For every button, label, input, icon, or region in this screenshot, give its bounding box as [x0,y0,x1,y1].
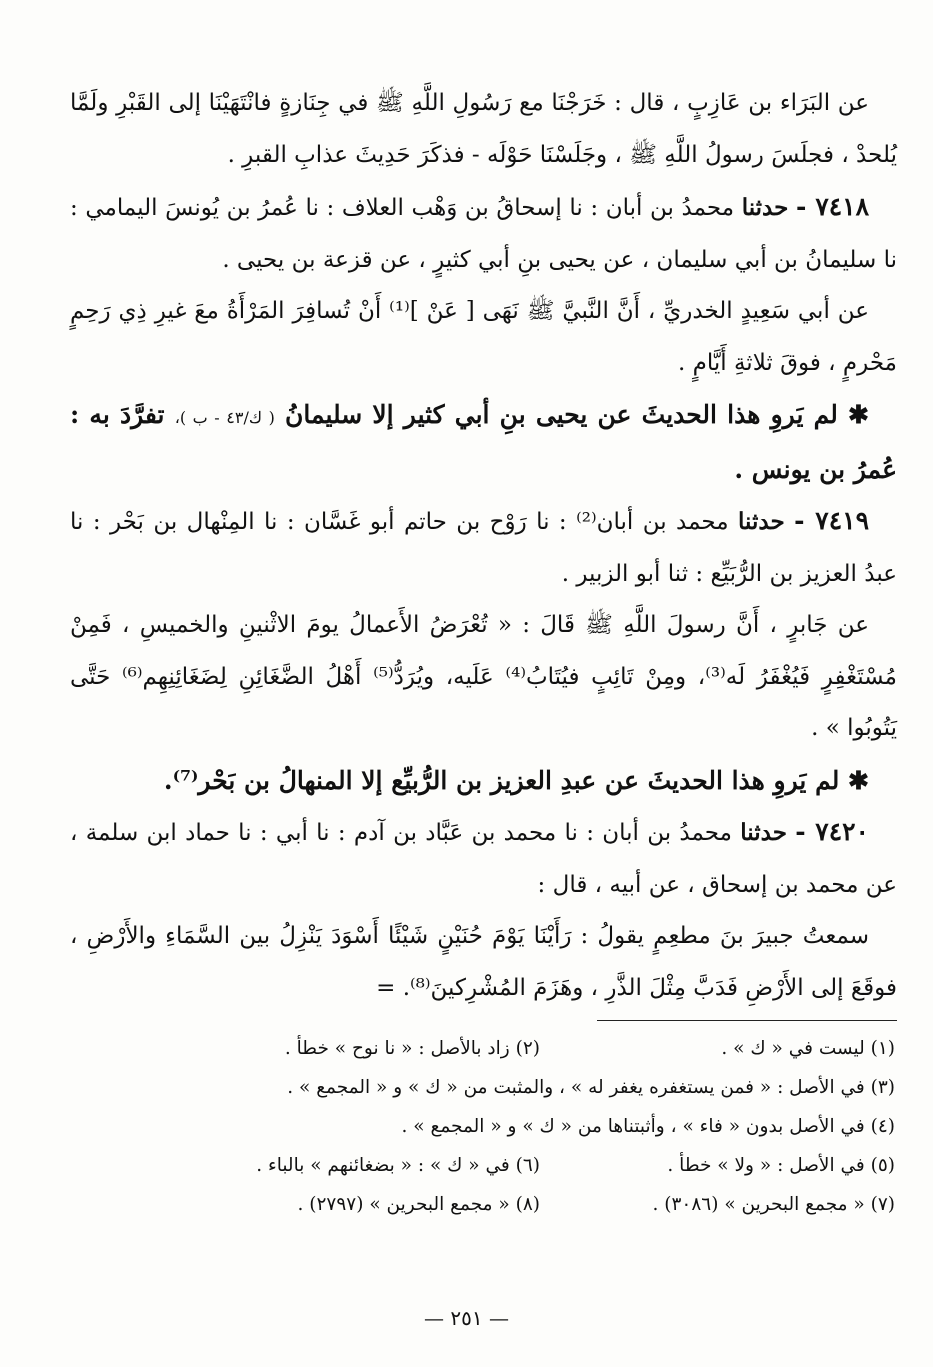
hadith-text: عن أبي سَعِيدٍ الخدريِّ ، أَنَّ النَّبيَّ ﷺ نَهَى [ عَنْ ]⁽¹⁾ أَنْ تُسافِرَ المَرْأَةُ معَ غيرِ ذِي رَحِمٍ مَحْرمٍ ، فوقَ ثلاثةِ أَيَّامٍ . [70,298,897,376]
hadith-text: سمعتُ جبيرَ بنَ مطعِمٍ يقولُ : رَأَيْنَا يَوْمَ حُنَيْنٍ شَيْئًا أَسْوَدَ يَنْزِلُ بين السَّمَاءِ والأَرْضِ ، فوقَعَ إلى الأَرْضِ فَدَبَّ مِثْلَ الذَّرِ ، وهَزَمَ المُشْرِكينَ⁽⁸⁾. = [70,923,897,1001]
footnote-row [70,1029,895,1068]
isnad-7420 [70,806,897,911]
hadith-number: ٧٤١٩ - [794,506,869,535]
manuscript-ref: ( ك/٤٣ - ب )، [174,408,275,427]
footnote-divider [597,1020,897,1021]
isnad-chain: محمد بن أبان⁽²⁾ : نا رَوْح بن حاتم أبو غَسَّان : نا المِنْهال بن بَحْر : نا عبدُ العزيز بن الرُّبَيِّع : ثنا أبو الزبير . [70,509,897,587]
isnad-lead: حدثنا [741,194,789,221]
hadith-text: عن جَابرٍ ، أَنَّ رسولَ اللَّهِ ﷺ قَالَ : « تُعْرَضُ الأَعمالُ يومَ الاثْنينِ والخميسِ ، فَمِنْ مُسْتَغْفِرٍ فَيُغْفَرُ لَه⁽³⁾، ومِنْ تَائِبٍ فيُتَابُ⁽⁴⁾ عَلَيه، ويُرَدُّ⁽⁵⁾ أَهْلُ الضَّغَائِنِ لِضَغَائِنِهِم⁽⁶⁾ حَتَّى يَتُوبُوا » . [70,612,897,741]
footnote: (٣) في الأصل : « فمن يستغفره يغفر له » ، والمثبت من « ك » و « المجمع » . [287,1077,895,1098]
footnote-row [70,1146,895,1185]
footnote: (٥) في الأصل : « ولا » خطأ . [667,1155,895,1176]
footnote: (٦) في « ك » : « بضغائنهم » بالباء . [256,1155,540,1176]
footnotes [70,1029,897,1224]
footnote: (٢) زاد بالأصل : « نا نوح » خطأ . [284,1038,540,1059]
commentary-note [70,755,897,807]
note-text: ✱ لم يَروِ هذا الحديثَ عن عبدِ العزيز بن الرُّبيِّع إلا المنهالُ بن بَحْر⁽⁷⁾. [163,765,869,795]
footnote-row [70,1068,895,1107]
footnote: (٧) « مجمع البحرين » (٣٠٨٦) . [652,1194,895,1215]
hadith-text: عن البَرَاء بن عَازِبٍ ، قال : خَرَجْنَا مع رَسُولِ اللَّهِ ﷺ في جِنَازةٍ فانْتَهَيْنَا إلى القَبْرِ ولَمَّا يُلحدْ ، فجلَسَ رسولُ اللَّهِ ﷺ ، وجَلَسْنَا حَوْلَه - فذكَرَ حَدِيثَ عذابِ القبرِ . [70,90,897,168]
isnad-7419 [70,495,897,600]
footnote: (٨) « مجمع البحرين » (٢٧٩٧) . [297,1194,540,1215]
isnad-chain: محمدُ بن أبان : نا محمد بن عَبَّاد بن آدم : نا أبي : نا حماد ابن سلمة ، عن محمد بن إسحاق ، عن أبيه ، قال : [70,820,897,898]
main-text [70,78,897,1014]
commentary-note [70,389,897,495]
hadith-number: ٧٤٢٠ - [795,817,869,846]
isnad-7418 [70,181,897,286]
footnote: (١) ليست في « ك » . [721,1038,895,1059]
isnad-lead: حدثنا [740,819,787,846]
footnote-row [70,1185,895,1224]
isnad-lead: حدثنا [738,508,785,535]
footnote-row [70,1107,895,1146]
hadith-number: ٧٤١٨ - [795,192,870,221]
note-text: تفرَّدَ به : عُمرُ بن يونس . [70,400,897,484]
footnote: (٤) في الأصل بدون « فاء » ، وأثبتناها من « ك » و « المجمع » . [401,1116,895,1137]
page-number: — ٢٥١ — [424,1306,509,1330]
note-text: ✱ لم يَروِ هذا الحديثَ عن يحيى بنِ أبي كثير إلا سليمانُ [285,400,869,429]
isnad-chain: محمدُ بن أبان : نا إسحاقُ بن وَهْب العلاف : نا عُمرُ بن يُونسَ اليمامي : نا سليمانُ بن أبي سليمان ، عن يحيى بنِ أبي كثيرٍ ، عن قزعة بن يحيى . [70,195,897,273]
